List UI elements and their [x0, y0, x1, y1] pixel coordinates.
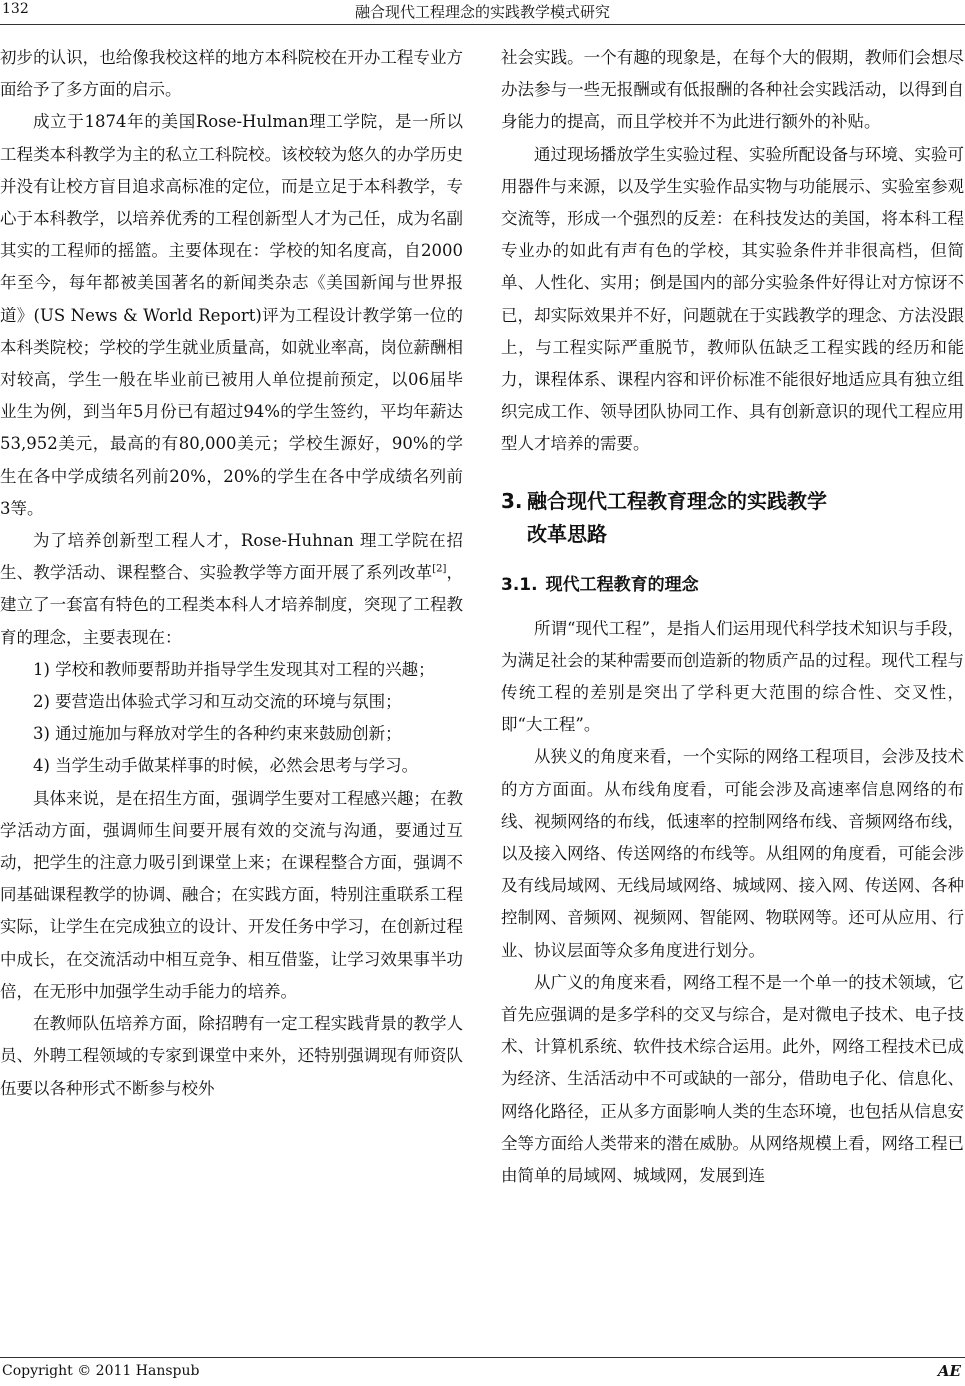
paragraph: 所谓“现代工程”，是指人们运用现代科学技术知识与手段，为满足社会的某种需要而创造新的物质产品的过程。现代工程与传统工程的差别是突出了学科更大范围的综合性、交叉性，即“大工程”。: [501, 618, 964, 735]
list-item: 4) 当学生动手做某样事的时候，必然会思考与学习。: [33, 756, 419, 776]
list-item: 1) 学校和教师要帮助并指导学生发现其对工程的兴趣；: [33, 659, 435, 679]
paragraph: 从广义的角度来看，网络工程不是一个单一的技术领域，它首先应强调的是多学科的交叉与综合，是对微电子技术、电子技术、计算机系统、软件技术综合运用。此外，网络工程技术已成为经济、生活活动中不可或缺的一部分，借助电子化、信息化、网络化路径，正从多方面影响人类的生态环境，也包括从信息安全等方面给人类带来的潜在威胁。从网络规模上看，网络工程已由简单的局域网、城域网，发展到连: [501, 972, 964, 1186]
running-title: 融合现代工程理念的实践教学模式研究: [354, 3, 610, 21]
paragraph: 成立于1874年的美国Rose-Hulman理工学院，是一所以工程类本科教学为主的私立工科院校。该校较为悠久的办学历史并没有让校方盲目追求高标准的定位，而是立足于本科教学，专心于本科教学，以培养优秀的工程创新型人才为己任，成为名副其实的工程师的摇篮。主要体现在：学校的知名度高，自2000年至今，每年都被美国著名的新闻类杂志《美国新闻与世界报道》(US News & World Report)评为工程设计教学第一位的本科类院校；学校的学生就业质量高，如就业率高，岗位薪酬相对较高，学生一般在毕业前已被用人单位提前预定，以06届毕业生为例，到当年5月份已有超过94%的学生签约，平均年薪达53,952美元，最高的有80,000美元；学校生源好，90%的学生在各中学成绩名列前20%，20%的学生在各中学成绩名列前3等。: [0, 112, 463, 518]
subsection-title: 现代工程教育的理念: [545, 574, 699, 595]
list-item: 2) 要营造出体验式学习和互动交流的环境与氛围；: [33, 692, 402, 712]
paragraph-text: ，建立了一套富有特色的工程类本科人才培养制度，突现了工程教育的理念，主要表现在：: [0, 563, 464, 647]
paragraph-text: 为了培养创新型工程人才，Rose-Huhnan 理工学院在招生、教学活动、课程整合、实验教学等方面开展了系列改革: [0, 531, 463, 583]
paragraph: 初步的认识，也给像我校这样的地方本科院校在开办工程专业方面给予了多方面的启示。: [0, 48, 463, 100]
journal-abbreviation: AE: [937, 1362, 961, 1380]
section-heading: [501, 485, 964, 551]
page-footer: [0, 1357, 965, 1386]
page-number: 132: [2, 1, 29, 17]
right-column: [501, 42, 964, 1192]
page-header: [0, 0, 965, 25]
list-item: 3) 通过施加与释放对学生的各种约束来鼓励创新；: [33, 724, 402, 744]
paragraph: 在教师队伍培养方面，除招聘有一定工程实践背景的教学人员、外聘工程领域的专家到课堂中来外，还特别强调现有师资队伍要以各种形式不断参与校外: [0, 1014, 463, 1098]
paragraph: 通过现场播放学生实验过程、实验所配设备与环境、实验可用器件与来源，以及学生实验作品实物与功能展示、实验室参观交流等，形成一个强烈的反差：在科技发达的美国，将本科工程专业办的如此有声有色的学校，其实验条件并非很高档，但简单、人性化、实用；倒是国内的部分实验条件好得让对方惊讶不已，却实际效果并不好，问题就在于实践教学的理念、方法没跟上，与工程实际严重脱节，教师队伍缺乏工程实践的经历和能力，课程体系、课程内容和评价标准不能很好地适应具有独立组织完成工作、领导团队协同工作、具有创新意识的现代工程应用型人才培养的需要。: [501, 144, 964, 454]
section-number: 3.: [501, 488, 523, 513]
paragraph: 社会实践。一个有趣的现象是，在每个大的假期，教师们会想尽办法参与一些无报酬或有低报酬的各种社会实践活动，以得到自身能力的提高，而且学校并不为此进行额外的补贴。: [501, 48, 964, 132]
copyright-notice: Copyright © 2011 Hanspub: [2, 1363, 200, 1379]
paragraph: 从狭义的角度来看，一个实际的网络工程项目，会涉及技术的方方面面。从布线角度看，可能会涉及高速率信息网络的布线、视频网络的布线，低速率的控制网络布线、音频网络布线，以及接入网络、传送网络的布线等。从组网的角度看，可能会涉及有线局域网、无线局域网络、城域网、接入网、传送网、各种控制网、音频网、视频网、智能网、物联网等。还可从应用、行业、协议层面等众多角度进行划分。: [501, 747, 964, 960]
subsection-number: 3.1.: [501, 574, 538, 595]
left-column: [0, 42, 463, 1105]
paragraph: 具体来说，是在招生方面，强调学生要对工程感兴趣；在教学活动方面，强调师生间要开展有效的交流与沟通，要通过互动，把学生的注意力吸引到课堂上来；在课程整合方面，强调不同基础课程教学的协调、融合；在实践方面，特别注重联系工程实际，让学生在完成独立的设计、开发任务中学习，在创新过程中成长，在交流活动中相互竞争、相互借鉴，让学习效果事半功倍，在无形中加强学生动手能力的培养。: [0, 788, 463, 1001]
subsection-heading: [501, 571, 964, 599]
section-title-line2: 改革思路: [527, 521, 607, 546]
paragraph: [0, 525, 463, 654]
section-title-line1: 融合现代工程教育理念的实践教学: [527, 488, 827, 513]
citation-ref: [2]: [432, 563, 447, 575]
